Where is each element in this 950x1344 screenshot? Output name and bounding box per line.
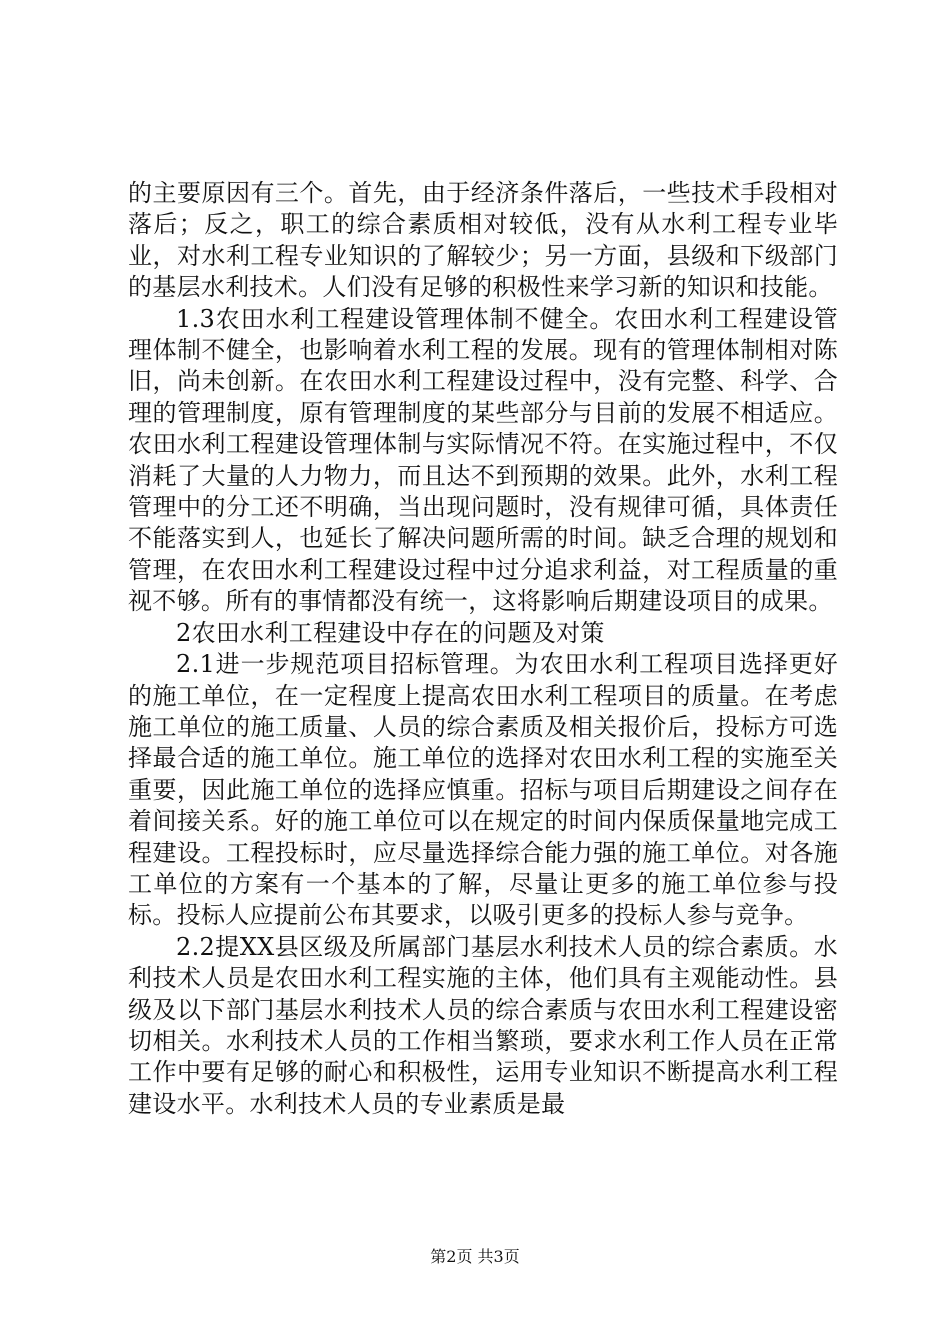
paragraph-2-1: 2.1进一步规范项目招标管理。为农田水利工程项目选择更好的施工单位，在一定程度上提高农田水利工程项目的质量。在考虑施工单位的施工质量、人员的综合素质及相关报价后，投标方可选择最合适的施工单位。施工单位的选择对农田水利工程的实施至关重要，因此施工单位的选择应慎重。招标与项目后期建设之间存在着间接关系。好的施工单位可以在规定的时间内保质保量地完成工程建设。工程投标时，应尽量选择综合能力强的施工单位。对各施工单位的方案有一个基本的了解，尽量让更多的施工单位参与投标。投标人应提前公布其要求，以吸引更多的投标人参与竞争。 xyxy=(128,650,838,930)
paragraph-2-2: 2.2提XX县区级及所属部门基层水利技术人员的综合素质。水利技术人员是农田水利工程实施的主体，他们具有主观能动性。县级及以下部门基层水利技术人员的综合素质与农田水利工程建设密切相关。水利技术人员的工作相当繁琐，要求水利工作人员在正常工作中要有足够的耐心和积极性，运用专业知识不断提高水利工程建设水平。水利技术人员的专业素质是最 xyxy=(128,932,838,1118)
section-heading-2: 2农田水利工程建设中存在的问题及对策 xyxy=(176,618,605,647)
document-body xyxy=(128,178,838,1120)
page-number-footer: 第2页 共3页 xyxy=(430,1247,520,1266)
paragraph-1-3: 1.3农田水利工程建设管理体制不健全。农田水利工程建设管理体制不健全，也影响着水利工程的发展。现有的管理体制相对陈旧，尚未创新。在农田水利工程建设过程中，没有完整、科学、合理的管理制度，原有管理制度的某些部分与目前的发展不相适应。农田水利工程建设管理体制与实际情况不符。在实施过程中，不仅消耗了大量的人力物力，而且达不到预期的效果。此外，水利工程管理中的分工还不明确，当出现问题时，没有规律可循，具体责任不能落实到人，也延长了解决问题所需的时间。缺乏合理的规划和管理，在农田水利工程建设过程中过分追求利益，对工程质量的重视不够。所有的事情都没有统一，这将影响后期建设项目的成果。 xyxy=(128,304,838,616)
paragraph-causes: 的主要原因有三个。首先，由于经济条件落后，一些技术手段相对落后；反之，职工的综合素质相对较低，没有从水利工程专业毕业，对水利工程专业知识的了解较少；另一方面，县级和下级部门的基层水利技术。人们没有足够的积极性来学习新的知识和技能。 xyxy=(128,179,838,302)
